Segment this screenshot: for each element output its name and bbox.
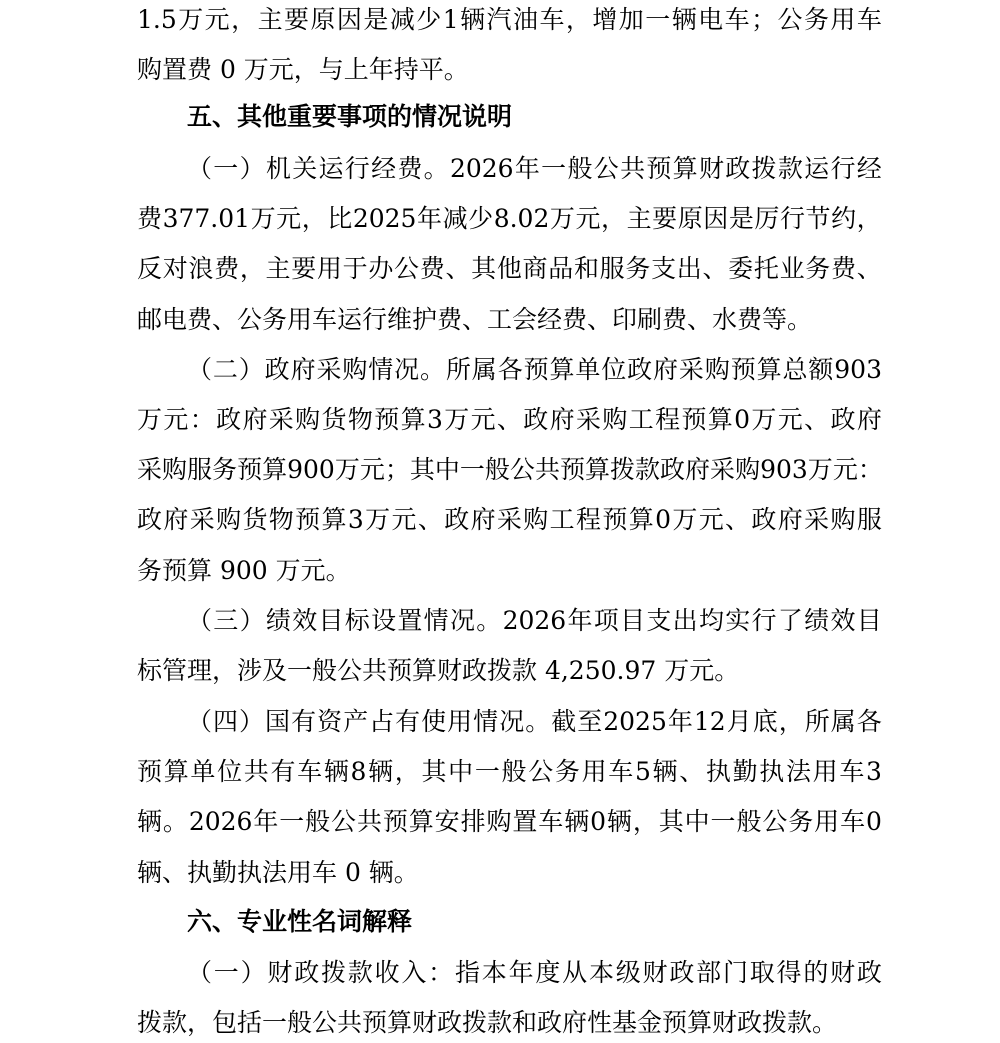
paragraph-first-line: （ 一 ） 机 关 运 行 经 费 。 2026 年 一 般 公 共 预 算 财 政 拨 款 运 行 经	[187, 154, 882, 183]
body-line: 万 元 ： 政 府 采 购 货 物 预 算 3 万 元 、 政 府 采 购 工 程 预 算 0 万 元 、 政 府	[137, 405, 882, 434]
paragraph-first-line: （ 四 ） 国 有 资 产 占 有 使 用 情 况 。 截 至 2025 年 12 月 底 ， 所 属 各	[187, 707, 882, 736]
body-line: 费 377.01 万 元 ， 比 2025 年 减 少 8.02 万 元 ， 主 要 原 因 是 厉 行 节 约 ，	[137, 204, 882, 233]
body-line: 邮电费、公务用车运行维护费、工会经费、印刷费、水费等。	[137, 305, 813, 334]
section-heading: 五、其他重要事项的情况说明	[187, 102, 513, 131]
body-line: 辆、执勤执法用车 0 辆。	[137, 858, 419, 887]
body-line: 1.5 万 元 ， 主 要 原 因 是 减 少 1 辆 汽 油 车 ， 增 加 一 辆 电 车 ； 公 务 用 车	[137, 5, 882, 34]
body-line: 采 购 服 务 预 算 900 万 元 ； 其 中 一 般 公 共 预 算 拨 款 政 府 采 购 903 万 元 ：	[137, 455, 883, 484]
body-line: 预 算 单 位 共 有 车 辆 8 辆 ， 其 中 一 般 公 务 用 车 5 辆 、 执 勤 执 法 用 车 3	[137, 757, 882, 786]
section-heading: 六、专业性名词解释	[187, 907, 413, 936]
paragraph-first-line: （ 一 ） 财 政 拨 款 收 入 ： 指 本 年 度 从 本 级 财 政 部 门 取 得 的 财 政	[187, 958, 882, 987]
body-line: 购置费 0 万元，与上年持平。	[137, 55, 469, 84]
paragraph-first-line: （ 三 ） 绩 效 目 标 设 置 情 况 。 2026 年 项 目 支 出 均 实 行 了 绩 效 目	[187, 606, 882, 635]
body-line: 辆 。 2026 年 一 般 公 共 预 算 安 排 购 置 车 辆 0 辆 ， 其 中 一 般 公 务 用 车 0	[137, 807, 882, 836]
body-line: 反 对 浪 费 ， 主 要 用 于 办 公 费 、 其 他 商 品 和 服 务 支 出 、 委 托 业 务 费 、	[137, 254, 882, 283]
body-line: 拨款，包括一般公共预算财政拨款和政府性基金预算财政拨款。	[137, 1008, 838, 1037]
body-line: 标管理，涉及一般公共预算财政拨款 4,250.97 万元。	[137, 656, 740, 685]
paragraph-first-line: （ 二 ） 政 府 采 购 情 况 。 所 属 各 预 算 单 位 政 府 采 购 预 算 总 额 903	[187, 355, 882, 384]
body-line: 务预算 900 万元。	[137, 556, 351, 585]
body-line: 政 府 采 购 货 物 预 算 3 万 元 、 政 府 采 购 工 程 预 算 0 万 元 、 政 府 采 购 服	[137, 505, 882, 534]
